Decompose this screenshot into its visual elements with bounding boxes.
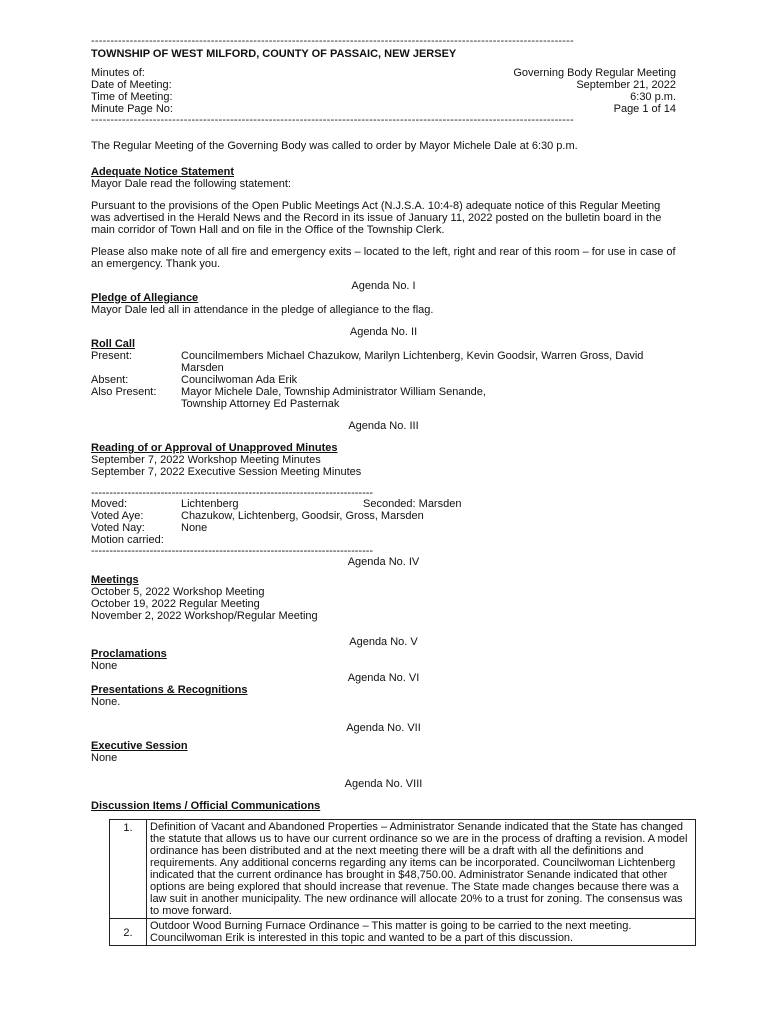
meeting-meta [91, 67, 676, 115]
vote-nay [91, 522, 676, 534]
agenda-label: Agenda No. I [351, 280, 416, 292]
proclamations-heading: Proclamations [91, 648, 167, 660]
also-present-label: Also Present: [91, 386, 157, 398]
header-rule-bottom: ----------------------------------------------------------------------------------------------------------------------------- [91, 115, 574, 126]
presentations-text: None. [91, 696, 121, 708]
also-present-line: Mayor Michele Dale, Township Administrator William Senande, [181, 386, 486, 398]
present-value: Councilmembers Michael Chazukow, Marilyn Lichtenberg, Kevin Goodsir, Warren Gross, David Marsden [181, 350, 644, 374]
agenda-label: Agenda No. III [348, 420, 419, 432]
rollcall-present [91, 350, 676, 374]
discussion-heading: Discussion Items / Official Communications [91, 800, 321, 812]
item-text: Definition of Vacant and Abandoned Properties – Administrator Senande indicated that the State has changed the statute that allows us to have our current ordinance so we are in the process of drafting a revision. A model ordinance has been distributed and at the next meeting there will be a draft with all the definitions and requirements. Any additional concerns regarding any items can be incorporated. Councilwoman Lichtenberg indicated that the current ordinance has brought in $48,750.00. Administrator Senande indicated that other options are being explored that should increase that revenue. The State made changes because there was a law suit in another municipality. The new ordinance will allocate 20% to a trust for zoning. The consensus was to move forward. [147, 820, 696, 919]
agenda-label: Agenda No. II [349, 326, 418, 338]
table-row [110, 919, 696, 946]
moved-label: Moved: [91, 498, 128, 510]
agenda-label: Agenda No. VII [346, 722, 421, 734]
meta-value: 6:30 p.m. [630, 91, 676, 103]
rollcall-also-present [91, 386, 676, 410]
minutes-line: September 7, 2022 Executive Session Meeting Minutes [91, 466, 362, 478]
agenda-label: Agenda No. VIII [344, 778, 423, 790]
aye-value: Chazukow, Lichtenberg, Goodsir, Gross, Marsden [181, 510, 424, 522]
vote-rule-bottom: ----------------------------------------------------------------------------- [91, 546, 374, 556]
absent-value: Councilwoman Ada Erik [181, 374, 298, 386]
discussion-table [109, 819, 696, 946]
minutes-line: September 7, 2022 Workshop Meeting Minutes [91, 454, 321, 466]
meta-value: Page 1 of 14 [613, 103, 676, 115]
proclamations-text: None [91, 660, 118, 672]
vote-moved [91, 498, 676, 510]
executive-heading: Executive Session [91, 740, 188, 752]
vote-rule-top: ----------------------------------------------------------------------------- [91, 488, 374, 498]
meta-label: Date of Meeting: [91, 79, 172, 91]
rollcall-absent [91, 374, 676, 386]
item-number: 2. [110, 919, 147, 946]
meetings-heading: Meetings [91, 574, 139, 586]
agenda-label: Agenda No. IV [347, 556, 420, 568]
item-number: 1. [110, 820, 147, 919]
meta-value: Governing Body Regular Meeting [513, 67, 676, 79]
pledge-text: Mayor Dale led all in attendance in the pledge of allegiance to the flag. [91, 304, 434, 316]
notice-heading: Adequate Notice Statement [91, 166, 235, 178]
meta-value: September 21, 2022 [576, 79, 676, 91]
motion-carried: Motion carried: [91, 534, 164, 546]
nay-label: Voted Nay: [91, 522, 145, 534]
moved-value: Lichtenberg [181, 498, 239, 510]
meetings-line: November 2, 2022 Workshop/Regular Meeting [91, 610, 318, 622]
present-label: Present: [91, 350, 132, 362]
meta-label: Time of Meeting: [91, 91, 173, 103]
document-title: TOWNSHIP OF WEST MILFORD, COUNTY OF PASSAIC, NEW JERSEY [91, 48, 457, 60]
notice-paragraph: Pursuant to the provisions of the Open Public Meetings Act (N.J.S.A. 10:4-8) adequate notice of this Regular Meeting was advertised in the Herald News and the Record in its issue of January 11, 2022 posted on the bulletin board in the main corridor of Town Hall and on file in the Office of the Township Clerk. [91, 200, 662, 236]
presentations-heading: Presentations & Recognitions [91, 684, 248, 696]
aye-label: Voted Aye: [91, 510, 144, 522]
executive-text: None [91, 752, 118, 764]
meta-label: Minute Page No: [91, 103, 173, 115]
absent-label: Absent: [91, 374, 129, 386]
table-row [110, 820, 696, 919]
nay-value: None [181, 522, 208, 534]
notice-paragraph-exits: Please also make note of all fire and emergency exits – located to the left, right and rear of this room – for use in case of an emergency. Thank you. [91, 246, 676, 270]
meetings-line: October 5, 2022 Workshop Meeting [91, 586, 265, 598]
rollcall-heading: Roll Call [91, 338, 136, 350]
pledge-heading: Pledge of Allegiance [91, 292, 199, 304]
minutes-heading: Reading of or Approval of Unapproved Minutes [91, 442, 338, 454]
minutes-page [91, 36, 688, 946]
notice-line: Mayor Dale read the following statement: [91, 178, 291, 190]
meta-label: Minutes of: [91, 67, 145, 79]
also-present-value [181, 386, 676, 410]
also-present-line: Township Attorney Ed Pasternak [181, 398, 340, 410]
meetings-line: October 19, 2022 Regular Meeting [91, 598, 260, 610]
header-rule-top: ----------------------------------------------------------------------------------------------------------------------------- [91, 36, 574, 47]
vote-aye [91, 510, 676, 522]
agenda-label: Agenda No. V [349, 636, 418, 648]
agenda-label: Agenda No. VI [347, 672, 420, 684]
item-text: Outdoor Wood Burning Furnace Ordinance – This matter is going to be carried to the next meeting. Councilwoman Erik is interested in this topic and wanted to be a part of this discussion. [147, 919, 696, 946]
seconded-value: Seconded: Marsden [363, 498, 462, 510]
intro-text: The Regular Meeting of the Governing Body was called to order by Mayor Michele Dale at 6:30 p.m. [91, 140, 578, 152]
